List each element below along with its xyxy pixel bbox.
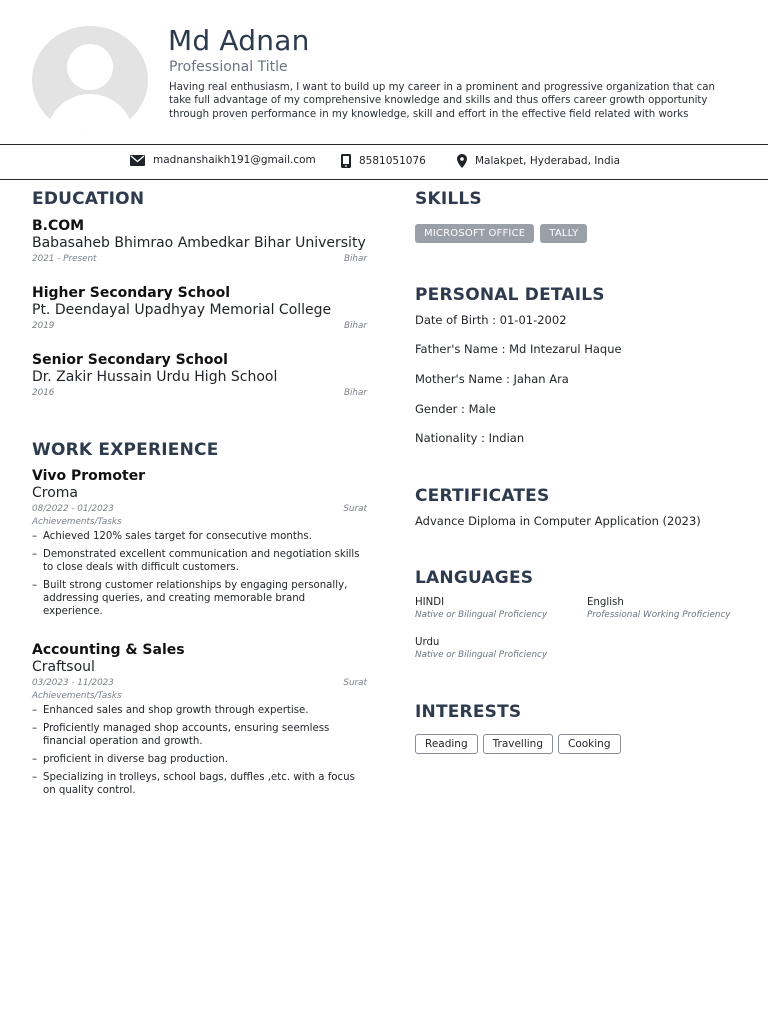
avatar-head-shape — [67, 44, 113, 90]
language-proficiency: Native or Bilingual Proficiency — [415, 650, 548, 660]
person-name: Md Adnan — [168, 24, 310, 57]
personal-detail-line: Date of Birth : 01-01-2002 — [415, 313, 567, 327]
task-item: – proficient in diverse bag production. — [32, 753, 367, 766]
education-entry — [32, 285, 367, 331]
achievements-label: Achievements/Tasks — [32, 517, 122, 527]
interest-tag: Reading — [415, 734, 478, 754]
work-date: 03/2023 - 11/2023 — [32, 678, 114, 688]
education-degree: Higher Secondary School — [32, 285, 230, 301]
task-list — [32, 704, 367, 797]
work-company: Croma — [32, 485, 79, 501]
skill-tag: TALLY — [540, 224, 587, 243]
envelope-icon — [130, 155, 145, 166]
task-item: – Specializing in trolleys, school bags, duffles ,etc. with a focus on quality control. — [32, 771, 367, 798]
education-place: Bihar — [343, 321, 367, 331]
work-company: Craftsoul — [32, 659, 95, 675]
contact-phone[interactable] — [341, 154, 426, 168]
interests-list — [415, 732, 626, 754]
professional-title: Professional Title — [169, 59, 288, 75]
skill-tag: MICROSOFT OFFICE — [415, 224, 534, 243]
task-item: – Achieved 120% sales target for consecutive months. — [32, 530, 367, 543]
education-date: 2016 — [32, 388, 55, 398]
language-proficiency: Native or Bilingual Proficiency — [415, 610, 548, 620]
language-item — [587, 597, 731, 620]
personal-details-heading: PERSONAL DETAILS — [415, 285, 605, 305]
skills-heading: SKILLS — [415, 189, 482, 209]
language-name: English — [587, 597, 624, 608]
task-item: – Enhanced sales and shop growth through expertise. — [32, 704, 367, 717]
personal-detail-line: Father's Name : Md Intezarul Haque — [415, 342, 622, 356]
language-item — [415, 597, 547, 620]
avatar-shoulders-shape — [46, 94, 134, 134]
work-place: Surat — [343, 678, 367, 688]
location-pin-icon — [457, 154, 467, 168]
language-name: HINDI — [415, 597, 445, 608]
work-meta — [32, 504, 367, 514]
summary-text: Having real enthusiasm, I want to build up my career in a prominent and progressive organization that can take full advantage of my comprehensive knowledge and skills and thus offers career growth opportunity through proven performance in my knowledge, skill and effort in the effective field related with works — [169, 82, 715, 120]
education-degree: B.COM — [32, 218, 85, 234]
personal-detail-line: Nationality : Indian — [415, 431, 525, 445]
task-list — [32, 530, 367, 619]
phone-icon — [341, 154, 351, 168]
education-meta — [32, 254, 367, 264]
work-entry — [32, 468, 367, 623]
education-entry — [32, 218, 367, 264]
education-date: 2021 - Present — [32, 254, 97, 264]
work-date: 08/2022 - 01/2023 — [32, 504, 114, 514]
location-text: Malakpet, Hyderabad, India — [475, 155, 621, 167]
contact-bar — [0, 144, 768, 180]
achievements-label: Achievements/Tasks — [32, 691, 122, 701]
interest-tag: Travelling — [483, 734, 553, 754]
avatar — [32, 26, 148, 134]
language-item — [415, 637, 547, 660]
work-entry — [32, 642, 367, 802]
education-school: Babasaheb Bhimrao Ambedkar Bihar University — [32, 235, 366, 251]
phone-text: 8581051076 — [359, 155, 426, 167]
contact-email[interactable] — [130, 154, 316, 166]
education-school: Pt. Deendayal Upadhyay Memorial College — [32, 302, 332, 318]
certificate-item: Advance Diploma in Computer Application (2023) — [415, 514, 701, 528]
interests-heading: INTERESTS — [415, 702, 522, 722]
education-school: Dr. Zakir Hussain Urdu High School — [32, 369, 278, 385]
work-role: Accounting & Sales — [32, 642, 185, 658]
skills-list — [415, 221, 593, 243]
education-date: 2019 — [32, 321, 55, 331]
contact-location — [457, 154, 620, 168]
language-name: Urdu — [415, 637, 440, 648]
education-heading: EDUCATION — [32, 189, 145, 209]
education-meta — [32, 388, 367, 398]
languages-heading: LANGUAGES — [415, 568, 534, 588]
personal-detail-line: Gender : Male — [415, 402, 496, 416]
language-proficiency: Professional Working Proficiency — [587, 610, 731, 620]
education-place: Bihar — [343, 254, 367, 264]
education-place: Bihar — [343, 388, 367, 398]
email-text: madnanshaikh191@gmail.com — [153, 154, 316, 166]
interest-tag: Cooking — [558, 734, 621, 754]
work-experience-heading: WORK EXPERIENCE — [32, 440, 219, 460]
personal-detail-line: Mother's Name : Jahan Ara — [415, 372, 569, 386]
education-meta — [32, 321, 367, 331]
certificates-heading: CERTIFICATES — [415, 486, 550, 506]
education-degree: Senior Secondary School — [32, 352, 228, 368]
work-role: Vivo Promoter — [32, 468, 146, 484]
task-item: – Demonstrated excellent communication and negotiation skills to close deals with difficult customers. — [32, 548, 367, 575]
work-meta — [32, 678, 367, 688]
task-item: – Built strong customer relationships by engaging personally, addressing queries, and creating memorable brand experience. — [32, 579, 367, 619]
work-place: Surat — [343, 504, 367, 514]
education-entry — [32, 352, 367, 398]
task-item: – Proficiently managed shop accounts, ensuring seemless financial operation and growth. — [32, 722, 367, 749]
